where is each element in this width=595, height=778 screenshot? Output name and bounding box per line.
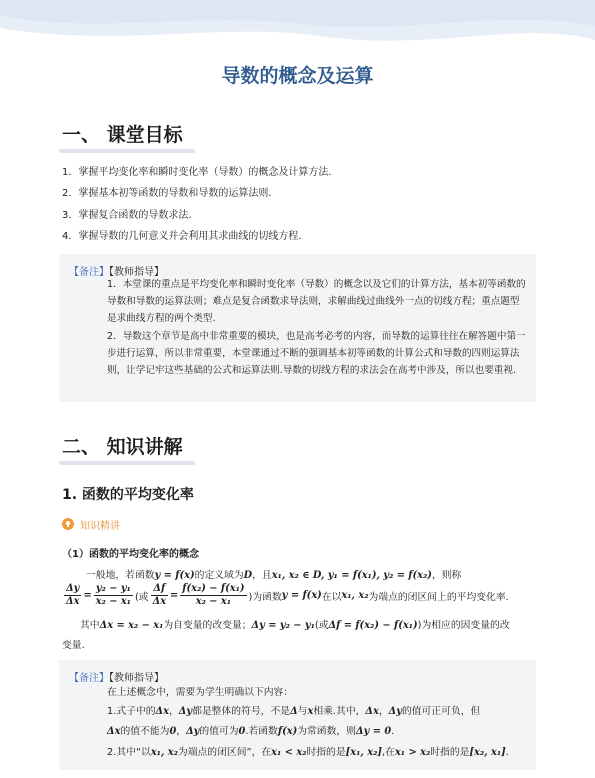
page-title: 导数的概念及运算 [221, 65, 374, 87]
note-title: 【教师指导】 [109, 267, 164, 278]
text: 其中 [80, 620, 100, 631]
teacher-note-box [59, 254, 536, 402]
note-tag: 【备注】 [69, 267, 109, 278]
note-line [107, 703, 480, 717]
equals: = [83, 590, 92, 601]
math-expr: [x₂, x₁] [469, 747, 506, 758]
math-expr: Δf = f(x₂) − f(x₁) [328, 620, 418, 631]
text: 为常函数，则 [297, 726, 356, 737]
increment-line [80, 617, 510, 631]
numerator: Δf [151, 583, 168, 596]
text: 时指的是 [430, 747, 470, 758]
text: 为自变量的改变量； [163, 620, 252, 631]
text: ， [378, 706, 389, 717]
text: 1.式子中的 [107, 706, 156, 717]
denominator: Δx [66, 596, 80, 607]
math-expr: Δx [365, 706, 379, 717]
average-rate-formula [62, 583, 509, 608]
text: )为函数 [248, 591, 282, 603]
fraction [94, 583, 133, 608]
note-label [69, 669, 164, 684]
text: 为端点的闭区间”，在 [177, 747, 272, 758]
numerator: y₂ − y₁ [94, 583, 133, 596]
text: . [505, 747, 509, 758]
objective-item: 1．掌握平均变化率和瞬时变化率（导数）的概念及计算方法． [62, 167, 339, 178]
note-title: 【教师指导】 [109, 673, 164, 684]
text: 的值不能为 [120, 726, 170, 737]
math-expr: Δx = x₂ − x₁ [99, 620, 164, 631]
math-expr: y = f(x) [281, 590, 322, 601]
text: )为相应的因变量的改 [417, 620, 510, 631]
text: 的值可正可负，但 [401, 706, 481, 717]
text: 在以 [321, 591, 342, 603]
section-heading-objectives: 一、 课堂目标 [62, 124, 183, 146]
objective-item: 2．掌握基本初等函数的导数和导数的运算法则． [62, 188, 279, 199]
text: 的值可为 [199, 726, 239, 737]
text: (或 [314, 620, 329, 631]
section-heading-knowledge: 二、 知识讲解 [62, 436, 183, 458]
section-underline [59, 461, 195, 465]
text: ，且 [252, 570, 272, 581]
text: 与 [297, 706, 308, 717]
equals: = [170, 590, 179, 601]
note-paragraph: 1．本堂课的重点是平均变化率和瞬时变化率（导数）的概念以及它们的计算方法，基本初等函数的导数和导数的运算法则；难点是复合函数求导法则，求解曲线过曲线外一点的切线方程；重点题型是求曲线方程的两个类型. [107, 279, 526, 324]
denominator: x₂ − x₁ [195, 596, 232, 607]
text: (或 [134, 591, 149, 603]
section-underline [59, 149, 195, 153]
math-expr: [x₁, x₂] [345, 747, 383, 758]
text: 的定义域为 [194, 570, 244, 581]
text: 时指的是 [306, 747, 346, 758]
math-expr: Δy [186, 726, 200, 737]
note-line [107, 744, 509, 758]
math-expr: 0 [169, 726, 177, 737]
text: 2.其中“以 [107, 747, 151, 758]
denominator: Δx [152, 596, 167, 607]
header-wave-decoration [0, 0, 595, 60]
definition-line [86, 567, 461, 581]
subsection-heading: 1. 函数的平均变化率 [62, 487, 194, 503]
math-expr: Δy = 0 [356, 726, 392, 737]
numerator: Δy [64, 583, 81, 596]
text: .若函数 [245, 726, 278, 737]
math-expr: D [243, 570, 253, 581]
math-expr: Δy [388, 706, 402, 717]
note-line: 在上述概念中，需要为学生明确以下内容： [107, 687, 294, 698]
math-expr: Δy = y₂ − y₁ [251, 620, 315, 631]
math-expr: x₁, x₂ [150, 747, 178, 758]
lightbulb-icon [62, 518, 74, 530]
knowledge-point-label [62, 516, 120, 532]
note-tag: 【备注】 [69, 673, 109, 684]
math-expr: x₁, x₂ ∈ D, y₁ = f(x₁), y₂ = f(x₂) [271, 570, 432, 581]
math-expr: x [307, 706, 314, 717]
text: ,在 [382, 747, 395, 758]
math-expr: Δy [178, 706, 193, 717]
note-line [107, 723, 394, 737]
math-expr: x₁, x₂ [341, 590, 369, 601]
note-paragraph: 2．导数这个章节是高中非常重要的模块，也是高考必考的内容，而导数的运算往往在解答题中第一步进行运算，所以非常重要，本堂课通过不断的强调基本初等函数的计算公式和导数的四则运算法则，让学记牢这些基础的公式和运算法则.导数的切线方程的求法会在高考中涉及，所以也要重视. [107, 331, 526, 376]
math-expr: Δx [107, 726, 121, 737]
numerator: f(x₂) − f(x₁) [182, 583, 245, 594]
denominator: x₂ − x₁ [95, 596, 131, 607]
text: ， [169, 706, 179, 717]
math-expr: 0 [238, 726, 246, 737]
text: ，则称 [431, 570, 462, 581]
knowledge-point-text: 知识精讲 [80, 520, 120, 532]
math-expr: x₁ > x₂ [394, 747, 431, 758]
fraction [151, 583, 168, 608]
math-expr: x₁ < x₂ [271, 747, 307, 758]
text: ， [176, 726, 187, 737]
concept-heading: （1）函数的平均变化率的概念 [62, 549, 199, 560]
text: . [391, 726, 395, 737]
text: 为端点的闭区间上的平均变化率. [368, 591, 509, 603]
increment-line-cont: 变量. [62, 640, 85, 651]
fraction [180, 583, 246, 608]
text: 相乘.其中， [313, 706, 366, 717]
math-expr: Δ [290, 706, 298, 717]
text: 都是整体的符号，不是 [192, 706, 291, 717]
objective-item: 4．掌握导数的几何意义并会利用其求曲线的切线方程． [62, 231, 309, 242]
math-expr: Δx [155, 706, 169, 717]
math-expr: f(x) [277, 726, 298, 737]
text: 一般地，若函数 [86, 570, 155, 581]
teacher-note-box [59, 660, 536, 770]
objective-item: 3．掌握复合函数的导数求法． [62, 210, 199, 221]
math-expr: y = f(x) [154, 570, 195, 581]
fraction [64, 583, 81, 608]
